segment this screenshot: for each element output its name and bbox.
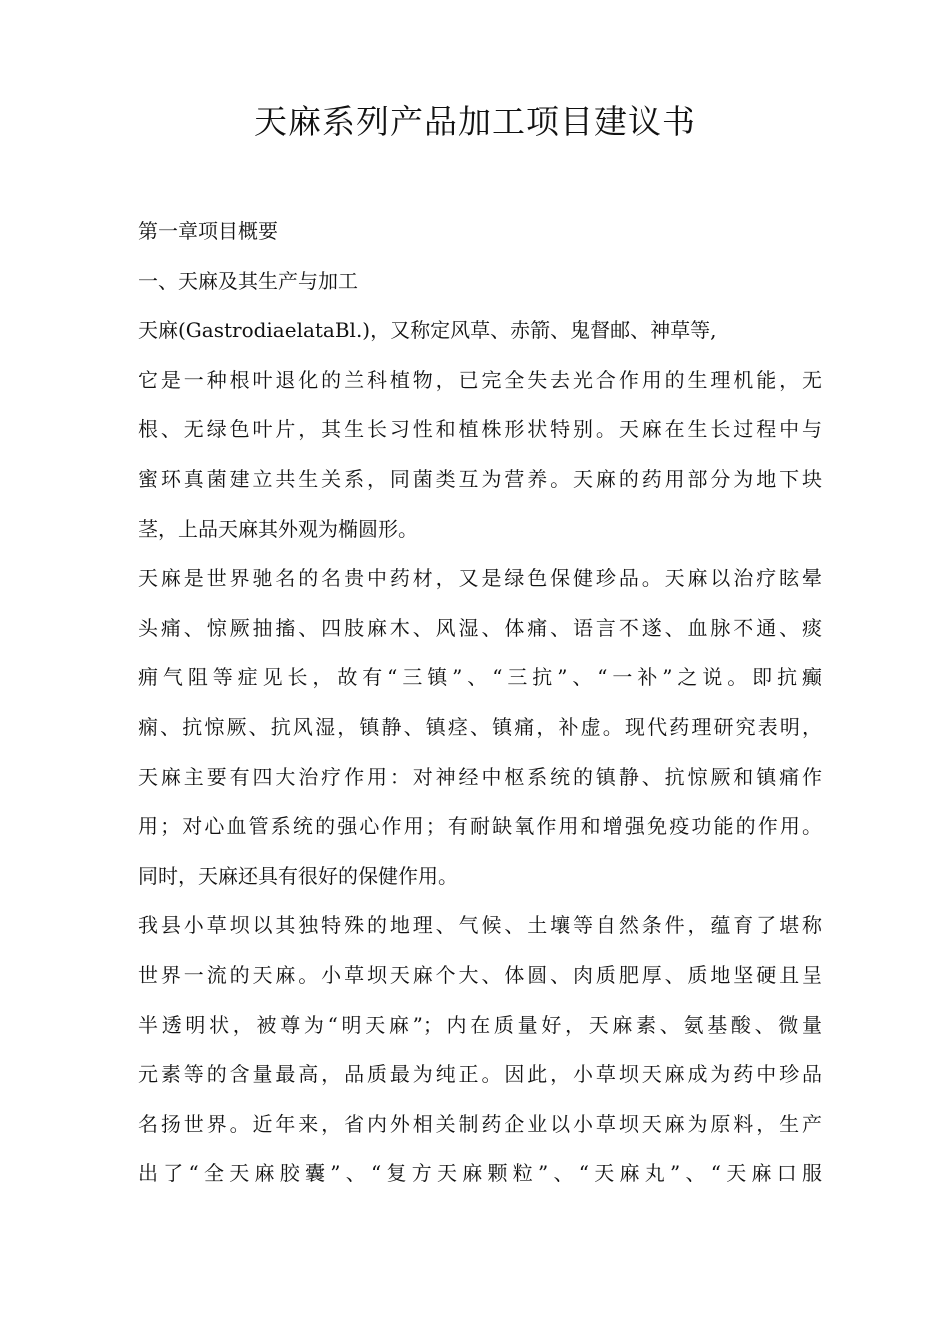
paragraph-line: 我县小草坝以其独特殊的地理、气候、土壤等自然条件，蕴育了堪称	[138, 913, 822, 938]
paragraph-line: 半透明状，被尊为“明天麻”；内在质量好，天麻素、氨基酸、微量	[138, 1012, 822, 1037]
paragraph-line: 天麻主要有四大治疗作用：对神经中枢系统的镇静、抗惊厥和镇痛作	[138, 764, 822, 789]
paragraph-line: 出了“全天麻胶囊”、“复方天麻颗粒”、“天麻丸”、“天麻口服	[138, 1161, 822, 1186]
paragraph-line: 用；对心血管系统的强心作用；有耐缺氧作用和增强免疫功能的作用。	[138, 814, 822, 839]
paragraph-line: 痈气阻等症见长，故有“三镇”、“三抗”、“一补”之说。即抗癫	[138, 665, 822, 690]
paragraph-line: 同时，天麻还具有很好的保健作用。	[138, 863, 458, 888]
paragraph-line: 痫、抗惊厥、抗风湿，镇静、镇痉、镇痛，补虚。现代药理研究表明，	[138, 714, 822, 739]
document-title: 天麻系列产品加工项目建议书	[254, 102, 696, 141]
section-heading: 一、天麻及其生产与加工	[138, 268, 358, 293]
paragraph-line: 头痛、惊厥抽搐、四肢麻木、风湿、体痛、语言不遂、血脉不通、痰	[138, 615, 822, 640]
paragraph-line: 名扬世界。近年来，省内外相关制药企业以小草坝天麻为原料，生产	[138, 1111, 822, 1136]
paragraph-line: 天麻是世界驰名的名贵中药材，又是绿色保健珍品。天麻以治疗眩晕	[138, 566, 822, 591]
paragraph-line: 茎，上品天麻其外观为椭圆形。	[138, 516, 418, 541]
paragraph-line: 世界一流的天麻。小草坝天麻个大、体圆、肉质肥厚、质地坚硬且呈	[138, 962, 822, 987]
paragraph-line: 根、无绿色叶片，其生长习性和植株形状特别。天麻在生长过程中与	[138, 417, 822, 442]
document-body	[138, 207, 822, 1199]
paragraph-line: 元素等的含量最高，品质最为纯正。因此，小草坝天麻成为药中珍品	[138, 1062, 822, 1087]
paragraph-line: 它是一种根叶退化的兰科植物，已完全失去光合作用的生理机能，无	[138, 367, 822, 392]
chapter-heading: 第一章项目概要	[138, 219, 278, 243]
paragraph-line: 天麻(GastrodiaelataBl.)，又称定风草、赤箭、鬼督邮、神草等,	[138, 318, 717, 343]
paragraph-line: 蜜环真菌建立共生关系，同菌类互为营养。天麻的药用部分为地下块	[138, 466, 822, 491]
